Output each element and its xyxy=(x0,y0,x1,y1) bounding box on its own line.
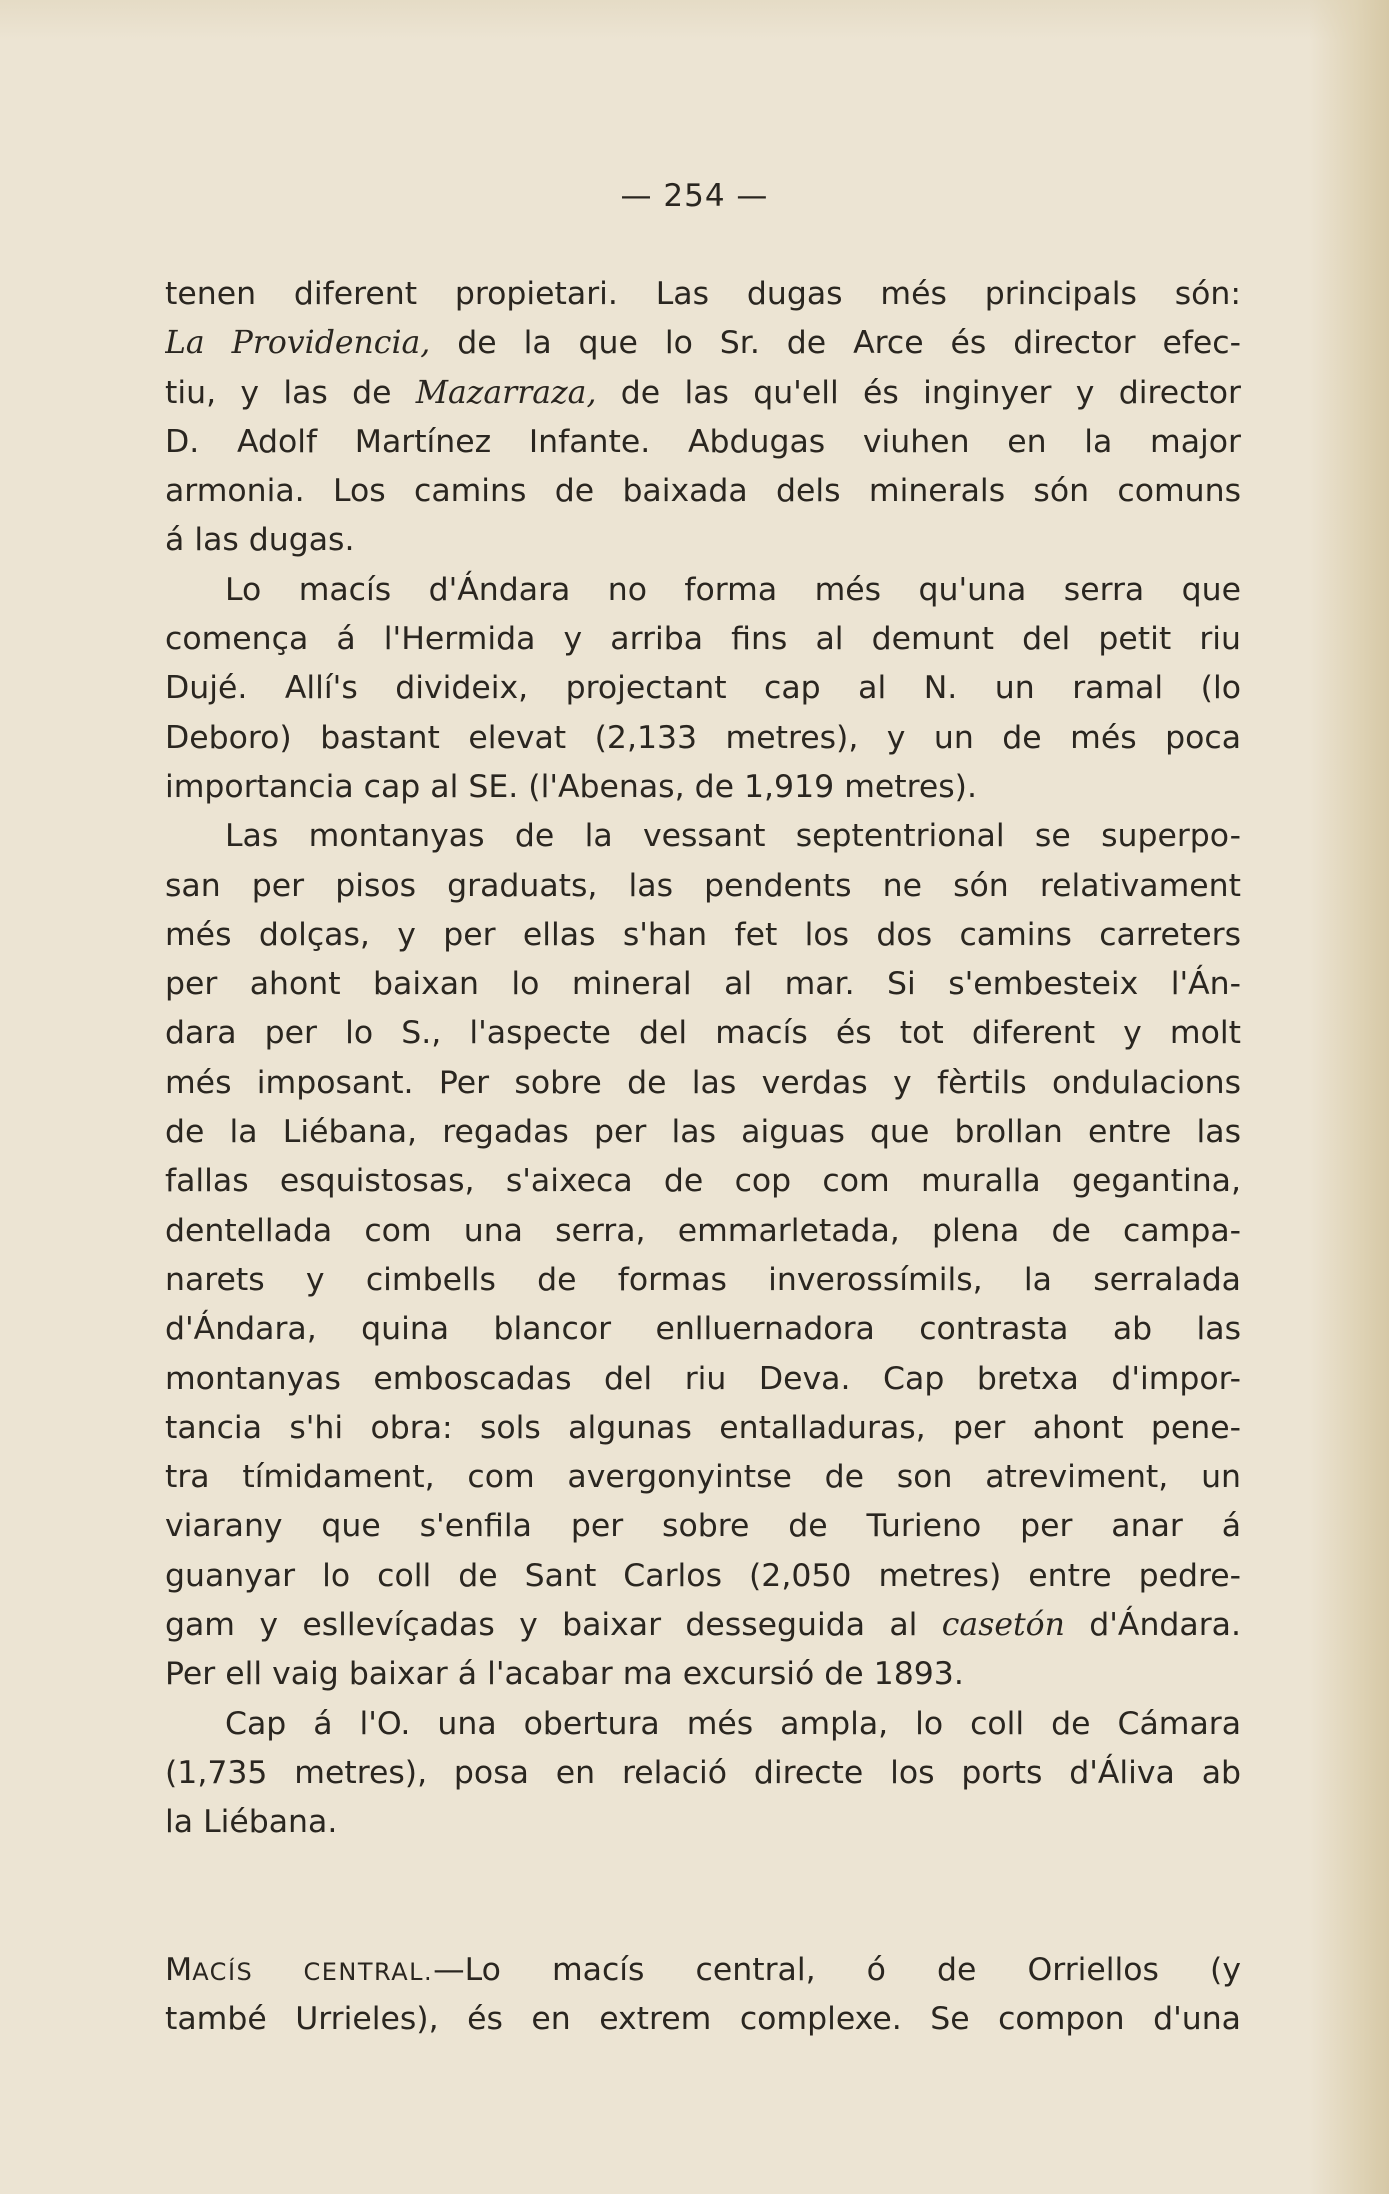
section-gap xyxy=(165,1848,1241,1946)
text-line: á las dugas. xyxy=(165,522,355,559)
text-line: també Urrieles), és en extrem complexe. Se compon d'una xyxy=(165,2000,1241,2037)
text-line xyxy=(165,369,1241,418)
text-span: de las qu'ell és inginyer y director xyxy=(596,374,1241,411)
text-line: de la Liébana, regadas per las aiguas que brollan entre las xyxy=(165,1114,1241,1151)
text-line: Deboro) bastant elevat (2,133 metres), y un de més poca xyxy=(165,719,1241,756)
text-span: gam y esllevíçadas y baixar desseguida al xyxy=(165,1607,942,1644)
text-line: Cap á l'O. una obertura més ampla, lo coll de Cámara xyxy=(225,1705,1241,1742)
text-span: tiu, y las de xyxy=(165,374,416,411)
page-edge-shading xyxy=(1309,0,1389,2194)
text-line xyxy=(165,1601,1241,1650)
italic-text: casetón xyxy=(941,1607,1065,1644)
italic-text: Mazarraza, xyxy=(415,374,597,411)
text-line: dara per lo S., l'aspecte del macís és tot diferent y molt xyxy=(165,1015,1241,1052)
text-line: D. Adolf Martínez Infante. Abdugas viuhen en la major xyxy=(165,423,1241,460)
text-line: dentellada com una serra, emmarletada, plena de campa- xyxy=(165,1212,1241,1249)
text-span: de la que lo Sr. de Arce és director efec- xyxy=(430,325,1241,362)
text-line: fallas esquistosas, s'aixeca de cop com muralla gegantina, xyxy=(165,1163,1241,1200)
text-line: comença á l'Hermida y arriba fins al demunt del petit riu xyxy=(165,621,1241,658)
body-text xyxy=(165,270,1241,2044)
text-line: tancia s'hi obra: sols algunas entalladuras, per ahont pene- xyxy=(165,1409,1241,1446)
text-line: Lo macís d'Ándara no forma més qu'una serra que xyxy=(225,571,1241,608)
text-line: Dujé. Allí's divideix, projectant cap al N. un ramal (lo xyxy=(165,670,1241,707)
text-line: Las montanyas de la vessant septentrional se superpo- xyxy=(225,818,1241,855)
text-line: armonia. Los camins de baixada dels minerals són comuns xyxy=(165,473,1241,510)
section-heading-line xyxy=(165,1946,1241,1995)
text-span: —Lo macís central, ó de Orriellos (y xyxy=(433,1951,1241,1988)
text-line: tenen diferent propietari. Las dugas més principals són: xyxy=(165,276,1241,312)
text-line: tra tímidament, com avergonyintse de son atreviment, un xyxy=(165,1459,1241,1496)
text-line: san per pisos graduats, las pendents ne són relativament xyxy=(165,867,1241,904)
section-heading-initial: M xyxy=(165,1951,193,1988)
text-line: d'Ándara, quina blancor enlluernadora contrasta ab las xyxy=(165,1311,1241,1348)
text-line: Per ell vaig baixar á l'acabar ma excursió de 1893. xyxy=(165,1656,964,1693)
page-number: — 254 — xyxy=(620,178,769,214)
section-heading: ACÍS CENTRAL. xyxy=(192,1957,434,1986)
text-line: (1,735 metres), posa en relació directe los ports d'Áliva ab xyxy=(165,1754,1241,1791)
text-span: d'Ándara. xyxy=(1064,1607,1241,1644)
text-line: narets y cimbells de formas inverossímils, la serralada xyxy=(165,1261,1241,1298)
text-line: per ahont baixan lo mineral al mar. Si s'embesteix l'Án- xyxy=(165,966,1241,1003)
italic-text: La Providencia, xyxy=(165,325,431,362)
text-line: més imposant. Per sobre de las verdas y fèrtils ondulacions xyxy=(165,1064,1241,1101)
text-line: montanyas emboscadas del riu Deva. Cap bretxa d'impor- xyxy=(165,1360,1241,1397)
text-line: viarany que s'enfila per sobre de Turieno per anar á xyxy=(165,1508,1241,1545)
text-line: guanyar lo coll de Sant Carlos (2,050 metres) entre pedre- xyxy=(165,1557,1241,1594)
text-line: la Liébana. xyxy=(165,1804,338,1841)
text-line: més dolças, y per ellas s'han fet los dos camins carreters xyxy=(165,916,1241,953)
text-line: importancia cap al SE. (l'Abenas, de 1,919 metres). xyxy=(165,768,977,805)
page-top-shading xyxy=(0,0,1389,40)
text-line xyxy=(165,319,1241,368)
